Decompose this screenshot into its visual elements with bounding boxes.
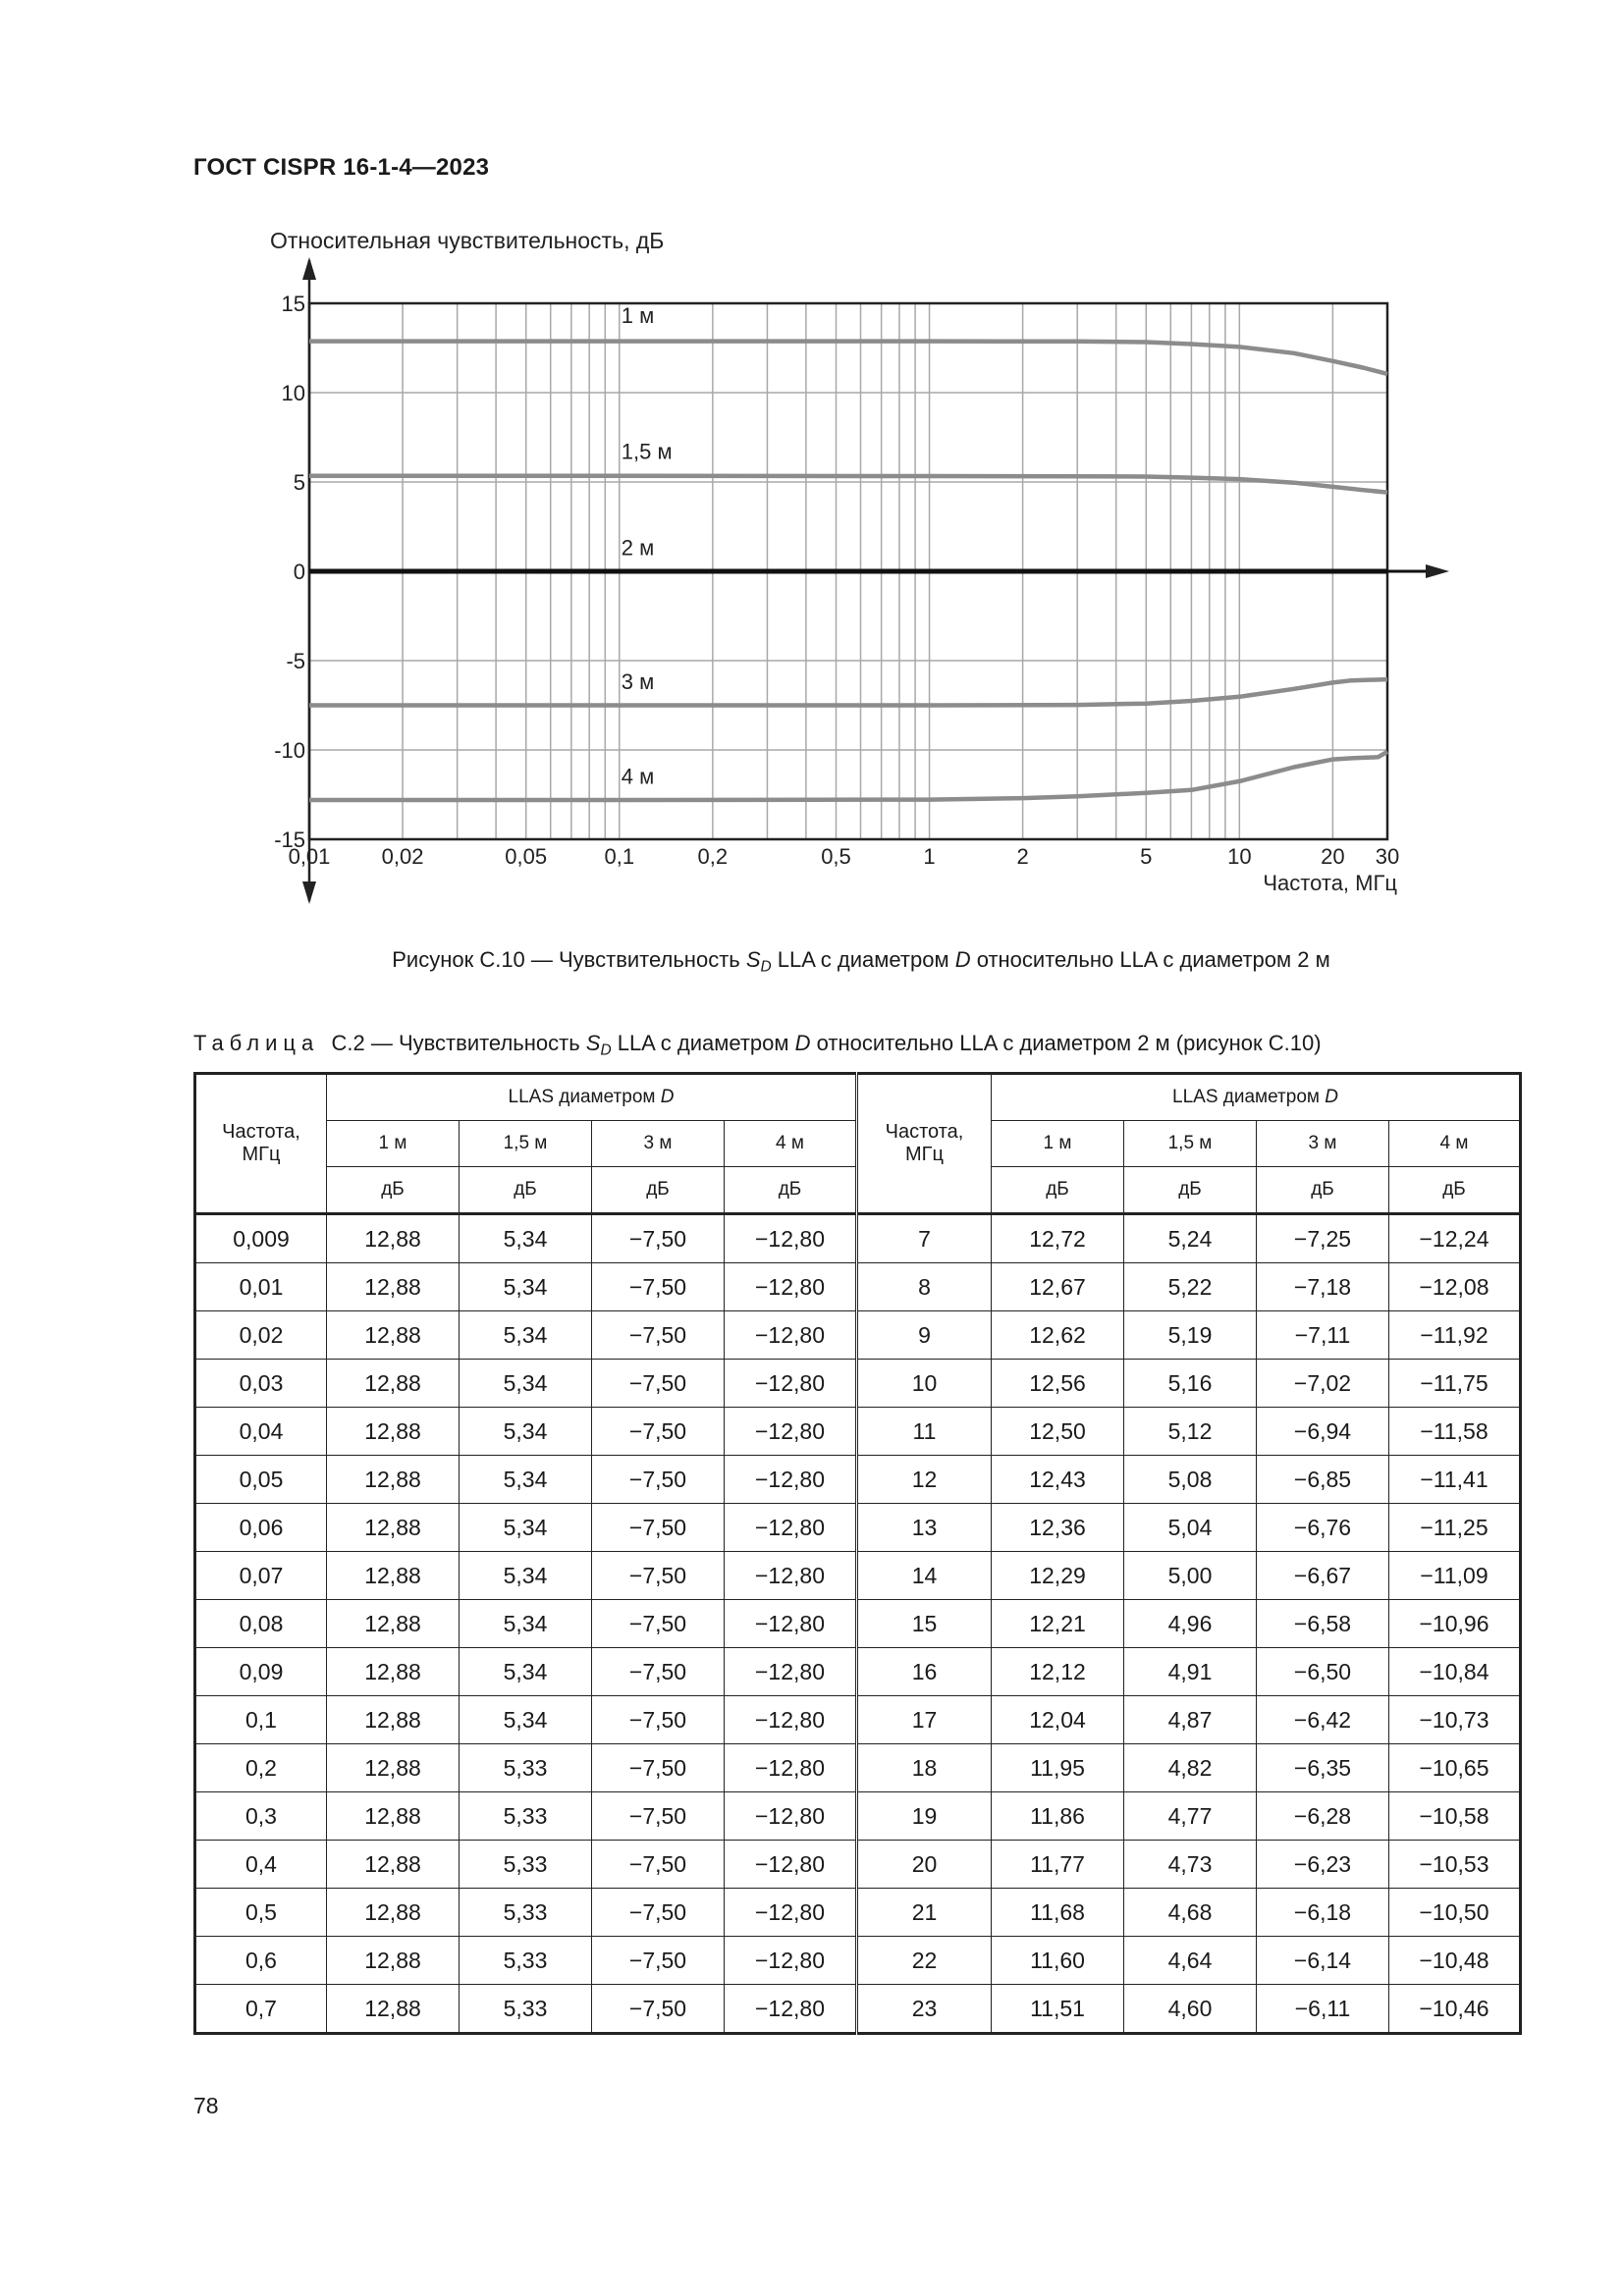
frequency-cell: 11 (857, 1408, 992, 1456)
table-row (195, 1648, 1521, 1696)
value-cell: 12,88 (327, 1841, 460, 1889)
x-axis-label: Частота, МГц (1263, 871, 1397, 895)
table-row (195, 1889, 1521, 1937)
value-cell: −7,50 (592, 1456, 725, 1504)
diameter-header: 1 м (992, 1121, 1124, 1167)
value-cell: −7,50 (592, 1792, 725, 1841)
value-cell: 12,12 (992, 1648, 1124, 1696)
value-cell: −7,50 (592, 1408, 725, 1456)
value-cell: 4,60 (1124, 1985, 1257, 2034)
value-cell: 5,34 (460, 1696, 592, 1744)
value-cell: −6,94 (1257, 1408, 1389, 1456)
value-cell: −12,80 (725, 1263, 857, 1311)
x-tick-label: 1 (923, 844, 936, 869)
value-cell: −6,85 (1257, 1456, 1389, 1504)
series-label: 1,5 м (621, 439, 673, 464)
value-cell: −7,50 (592, 1214, 725, 1263)
frequency-cell: 0,05 (195, 1456, 327, 1504)
document-header: ГОСТ CISPR 16-1-4—2023 (193, 154, 490, 181)
sensitivity-table (193, 1072, 1522, 2035)
value-cell: 5,22 (1124, 1263, 1257, 1311)
value-cell: −12,80 (725, 1456, 857, 1504)
freq-header-right: Частота, МГц (857, 1074, 992, 1214)
value-cell: −11,25 (1389, 1504, 1521, 1552)
value-cell: 5,12 (1124, 1408, 1257, 1456)
frequency-cell: 0,7 (195, 1985, 327, 2034)
unit-header: дБ (725, 1167, 857, 1214)
x-tick-label: 20 (1321, 844, 1345, 869)
group-header-left: LLAS диаметром D (327, 1074, 857, 1121)
frequency-cell: 15 (857, 1600, 992, 1648)
value-cell: 5,24 (1124, 1214, 1257, 1263)
table-row (195, 1456, 1521, 1504)
value-cell: −11,58 (1389, 1408, 1521, 1456)
table-row (195, 1214, 1521, 1263)
y-tick-label: -5 (286, 649, 305, 673)
sensitivity-chart (0, 0, 1624, 933)
frequency-cell: 23 (857, 1985, 992, 2034)
value-cell: −7,50 (592, 1889, 725, 1937)
freq-header-left: Частота, МГц (195, 1074, 327, 1214)
value-cell: −7,50 (592, 1985, 725, 2034)
value-cell: −11,09 (1389, 1552, 1521, 1600)
value-cell: −6,23 (1257, 1841, 1389, 1889)
value-cell: −10,50 (1389, 1889, 1521, 1937)
table-caption: Таблица С.2 — Чувствительность $S_D$ LLA с диаметром D относительно LLA с диаметром 2 м (рисунок С.10) (193, 1031, 1322, 1059)
y-tick-label: 15 (281, 292, 305, 316)
value-cell: 5,08 (1124, 1456, 1257, 1504)
figure-caption: Рисунок С.10 — Чувствительность $S_D$ LLA с диаметром D относительно LLA с диаметром 2 м (392, 947, 1330, 976)
value-cell: 4,73 (1124, 1841, 1257, 1889)
series-label: 3 м (621, 669, 655, 695)
series-label: 4 м (621, 764, 655, 789)
unit-header: дБ (1124, 1167, 1257, 1214)
value-cell: 12,88 (327, 1889, 460, 1937)
frequency-cell: 0,04 (195, 1408, 327, 1456)
value-cell: 11,68 (992, 1889, 1124, 1937)
value-cell: 11,51 (992, 1985, 1124, 2034)
diameter-header: 3 м (1257, 1121, 1389, 1167)
value-cell: −12,80 (725, 1600, 857, 1648)
table-row (195, 1744, 1521, 1792)
value-cell: −10,53 (1389, 1841, 1521, 1889)
value-cell: 11,77 (992, 1841, 1124, 1889)
value-cell: 12,36 (992, 1504, 1124, 1552)
value-cell: 4,68 (1124, 1889, 1257, 1937)
value-cell: −7,11 (1257, 1311, 1389, 1360)
value-cell: 5,16 (1124, 1360, 1257, 1408)
value-cell: −6,28 (1257, 1792, 1389, 1841)
value-cell: 5,34 (460, 1311, 592, 1360)
frequency-cell: 0,02 (195, 1311, 327, 1360)
value-cell: 11,95 (992, 1744, 1124, 1792)
y-tick-label: -10 (274, 738, 305, 763)
value-cell: 12,62 (992, 1311, 1124, 1360)
value-cell: −12,80 (725, 1552, 857, 1600)
value-cell: 5,34 (460, 1504, 592, 1552)
diameter-header: 1,5 м (460, 1121, 592, 1167)
x-tick-label: 0,01 (288, 844, 331, 869)
value-cell: −7,50 (592, 1360, 725, 1408)
value-cell: −6,58 (1257, 1600, 1389, 1648)
table-row (195, 1552, 1521, 1600)
x-tick-label: 0,2 (697, 844, 729, 869)
unit-header: дБ (1389, 1167, 1521, 1214)
value-cell: 5,34 (460, 1408, 592, 1456)
value-cell: 5,04 (1124, 1504, 1257, 1552)
page-number: 78 (193, 2093, 219, 2118)
value-cell: −6,11 (1257, 1985, 1389, 2034)
x-tick-label: 0,05 (505, 844, 548, 869)
y-tick-label: 10 (281, 381, 305, 405)
value-cell: 4,64 (1124, 1937, 1257, 1985)
value-cell: 12,88 (327, 1214, 460, 1263)
series-label: 1 м (621, 303, 655, 329)
unit-header: дБ (460, 1167, 592, 1214)
value-cell: −10,65 (1389, 1744, 1521, 1792)
frequency-cell: 20 (857, 1841, 992, 1889)
value-cell: −10,58 (1389, 1792, 1521, 1841)
value-cell: −12,80 (725, 1360, 857, 1408)
value-cell: 5,00 (1124, 1552, 1257, 1600)
value-cell: −12,80 (725, 1311, 857, 1360)
table-row (195, 1263, 1521, 1311)
value-cell: −12,08 (1389, 1263, 1521, 1311)
value-cell: −7,50 (592, 1311, 725, 1360)
frequency-cell: 22 (857, 1937, 992, 1985)
diameter-header: 3 м (592, 1121, 725, 1167)
value-cell: 12,21 (992, 1600, 1124, 1648)
value-cell: 12,88 (327, 1792, 460, 1841)
x-tick-label: 10 (1227, 844, 1252, 869)
frequency-cell: 14 (857, 1552, 992, 1600)
value-cell: −11,75 (1389, 1360, 1521, 1408)
frequency-cell: 12 (857, 1456, 992, 1504)
frequency-cell: 10 (857, 1360, 992, 1408)
value-cell: −10,46 (1389, 1985, 1521, 2034)
value-cell: 5,33 (460, 1841, 592, 1889)
diameter-header: 1 м (327, 1121, 460, 1167)
value-cell: −12,80 (725, 1504, 857, 1552)
value-cell: −11,92 (1389, 1311, 1521, 1360)
y-axis-label: Относительная чувствительность, дБ (270, 228, 665, 253)
value-cell: −12,80 (725, 1696, 857, 1744)
value-cell: 5,34 (460, 1552, 592, 1600)
value-cell: 12,50 (992, 1408, 1124, 1456)
value-cell: 12,88 (327, 1504, 460, 1552)
value-cell: −12,80 (725, 1937, 857, 1985)
diameter-header: 4 м (725, 1121, 857, 1167)
value-cell: 5,33 (460, 1889, 592, 1937)
table-row (195, 1792, 1521, 1841)
value-cell: 5,34 (460, 1360, 592, 1408)
value-cell: −12,80 (725, 1744, 857, 1792)
y-tick-label: 0 (293, 560, 305, 584)
value-cell: −12,80 (725, 1985, 857, 2034)
value-cell: 12,88 (327, 1408, 460, 1456)
y-tick-label: -15 (274, 828, 305, 852)
value-cell: −7,50 (592, 1696, 725, 1744)
value-cell: −10,73 (1389, 1696, 1521, 1744)
frequency-cell: 0,009 (195, 1214, 327, 1263)
value-cell: 4,87 (1124, 1696, 1257, 1744)
value-cell: −11,41 (1389, 1456, 1521, 1504)
value-cell: 12,88 (327, 1552, 460, 1600)
value-cell: −7,50 (592, 1937, 725, 1985)
value-cell: 12,88 (327, 1263, 460, 1311)
value-cell: −7,50 (592, 1600, 725, 1648)
value-cell: −6,14 (1257, 1937, 1389, 1985)
value-cell: 12,88 (327, 1648, 460, 1696)
value-cell: 5,34 (460, 1263, 592, 1311)
value-cell: 12,67 (992, 1263, 1124, 1311)
unit-header: дБ (992, 1167, 1124, 1214)
x-tick-label: 0,02 (381, 844, 424, 869)
frequency-cell: 21 (857, 1889, 992, 1937)
table-row (195, 1408, 1521, 1456)
value-cell: −6,35 (1257, 1744, 1389, 1792)
x-tick-label: 5 (1140, 844, 1153, 869)
frequency-cell: 8 (857, 1263, 992, 1311)
frequency-cell: 0,2 (195, 1744, 327, 1792)
value-cell: 12,29 (992, 1552, 1124, 1600)
value-cell: −7,50 (592, 1263, 725, 1311)
frequency-cell: 0,03 (195, 1360, 327, 1408)
value-cell: 12,88 (327, 1600, 460, 1648)
frequency-cell: 17 (857, 1696, 992, 1744)
value-cell: 12,88 (327, 1985, 460, 2034)
frequency-cell: 0,4 (195, 1841, 327, 1889)
y-tick-label: 5 (293, 470, 305, 495)
value-cell: −6,76 (1257, 1504, 1389, 1552)
value-cell: 5,19 (1124, 1311, 1257, 1360)
value-cell: −7,50 (592, 1504, 725, 1552)
x-tick-label: 2 (1016, 844, 1029, 869)
unit-header: дБ (592, 1167, 725, 1214)
value-cell: 12,88 (327, 1311, 460, 1360)
unit-header: дБ (1257, 1167, 1389, 1214)
frequency-cell: 0,6 (195, 1937, 327, 1985)
diameter-header: 1,5 м (1124, 1121, 1257, 1167)
group-header-right: LLAS диаметром D (992, 1074, 1521, 1121)
series-label: 2 м (621, 535, 655, 561)
value-cell: 12,88 (327, 1937, 460, 1985)
value-cell: −6,50 (1257, 1648, 1389, 1696)
frequency-cell: 18 (857, 1744, 992, 1792)
value-cell: −7,02 (1257, 1360, 1389, 1408)
value-cell: −10,84 (1389, 1648, 1521, 1696)
value-cell: −12,80 (725, 1792, 857, 1841)
frequency-cell: 0,1 (195, 1696, 327, 1744)
value-cell: −7,50 (592, 1744, 725, 1792)
value-cell: 5,33 (460, 1937, 592, 1985)
frequency-cell: 9 (857, 1311, 992, 1360)
value-cell: −10,96 (1389, 1600, 1521, 1648)
value-cell: 4,77 (1124, 1792, 1257, 1841)
table-row (195, 1841, 1521, 1889)
diameter-header: 4 м (1389, 1121, 1521, 1167)
table-row (195, 1600, 1521, 1648)
table-row (195, 1696, 1521, 1744)
x-tick-label: 0,1 (604, 844, 635, 869)
value-cell: −7,50 (592, 1552, 725, 1600)
frequency-cell: 0,01 (195, 1263, 327, 1311)
value-cell: 12,88 (327, 1744, 460, 1792)
value-cell: −7,50 (592, 1648, 725, 1696)
x-tick-label: 30 (1375, 844, 1400, 869)
frequency-cell: 19 (857, 1792, 992, 1841)
frequency-cell: 13 (857, 1504, 992, 1552)
value-cell: −7,25 (1257, 1214, 1389, 1263)
table-row (195, 1937, 1521, 1985)
value-cell: 5,33 (460, 1985, 592, 2034)
value-cell: 12,04 (992, 1696, 1124, 1744)
value-cell: 5,34 (460, 1456, 592, 1504)
value-cell: 4,91 (1124, 1648, 1257, 1696)
value-cell: 12,56 (992, 1360, 1124, 1408)
value-cell: 5,33 (460, 1744, 592, 1792)
table-row (195, 1985, 1521, 2034)
x-tick-label: 0,5 (821, 844, 851, 869)
value-cell: 12,88 (327, 1456, 460, 1504)
value-cell: −6,67 (1257, 1552, 1389, 1600)
value-cell: −7,50 (592, 1841, 725, 1889)
value-cell: −12,80 (725, 1214, 857, 1263)
value-cell: −6,18 (1257, 1889, 1389, 1937)
frequency-cell: 16 (857, 1648, 992, 1696)
value-cell: 5,34 (460, 1648, 592, 1696)
value-cell: −12,24 (1389, 1214, 1521, 1263)
value-cell: −6,42 (1257, 1696, 1389, 1744)
value-cell: 4,96 (1124, 1600, 1257, 1648)
value-cell: 11,86 (992, 1792, 1124, 1841)
value-cell: 5,33 (460, 1792, 592, 1841)
y-axis-arrow-down (302, 881, 316, 904)
table-row (195, 1311, 1521, 1360)
value-cell: 5,34 (460, 1214, 592, 1263)
value-cell: 12,88 (327, 1696, 460, 1744)
value-cell: −12,80 (725, 1841, 857, 1889)
frequency-cell: 0,09 (195, 1648, 327, 1696)
frequency-cell: 0,5 (195, 1889, 327, 1937)
value-cell: 12,43 (992, 1456, 1124, 1504)
y-axis-arrow-up (302, 257, 316, 280)
x-axis-arrow (1426, 564, 1449, 578)
unit-header: дБ (327, 1167, 460, 1214)
table-row (195, 1504, 1521, 1552)
frequency-cell: 0,08 (195, 1600, 327, 1648)
value-cell: 4,82 (1124, 1744, 1257, 1792)
value-cell: −12,80 (725, 1889, 857, 1937)
value-cell: 11,60 (992, 1937, 1124, 1985)
frequency-cell: 0,06 (195, 1504, 327, 1552)
frequency-cell: 0,3 (195, 1792, 327, 1841)
value-cell: −10,48 (1389, 1937, 1521, 1985)
value-cell: 12,72 (992, 1214, 1124, 1263)
value-cell: −12,80 (725, 1648, 857, 1696)
value-cell: −7,18 (1257, 1263, 1389, 1311)
value-cell: −12,80 (725, 1408, 857, 1456)
value-cell: 5,34 (460, 1600, 592, 1648)
table-row (195, 1360, 1521, 1408)
frequency-cell: 0,07 (195, 1552, 327, 1600)
value-cell: 12,88 (327, 1360, 460, 1408)
frequency-cell: 7 (857, 1214, 992, 1263)
